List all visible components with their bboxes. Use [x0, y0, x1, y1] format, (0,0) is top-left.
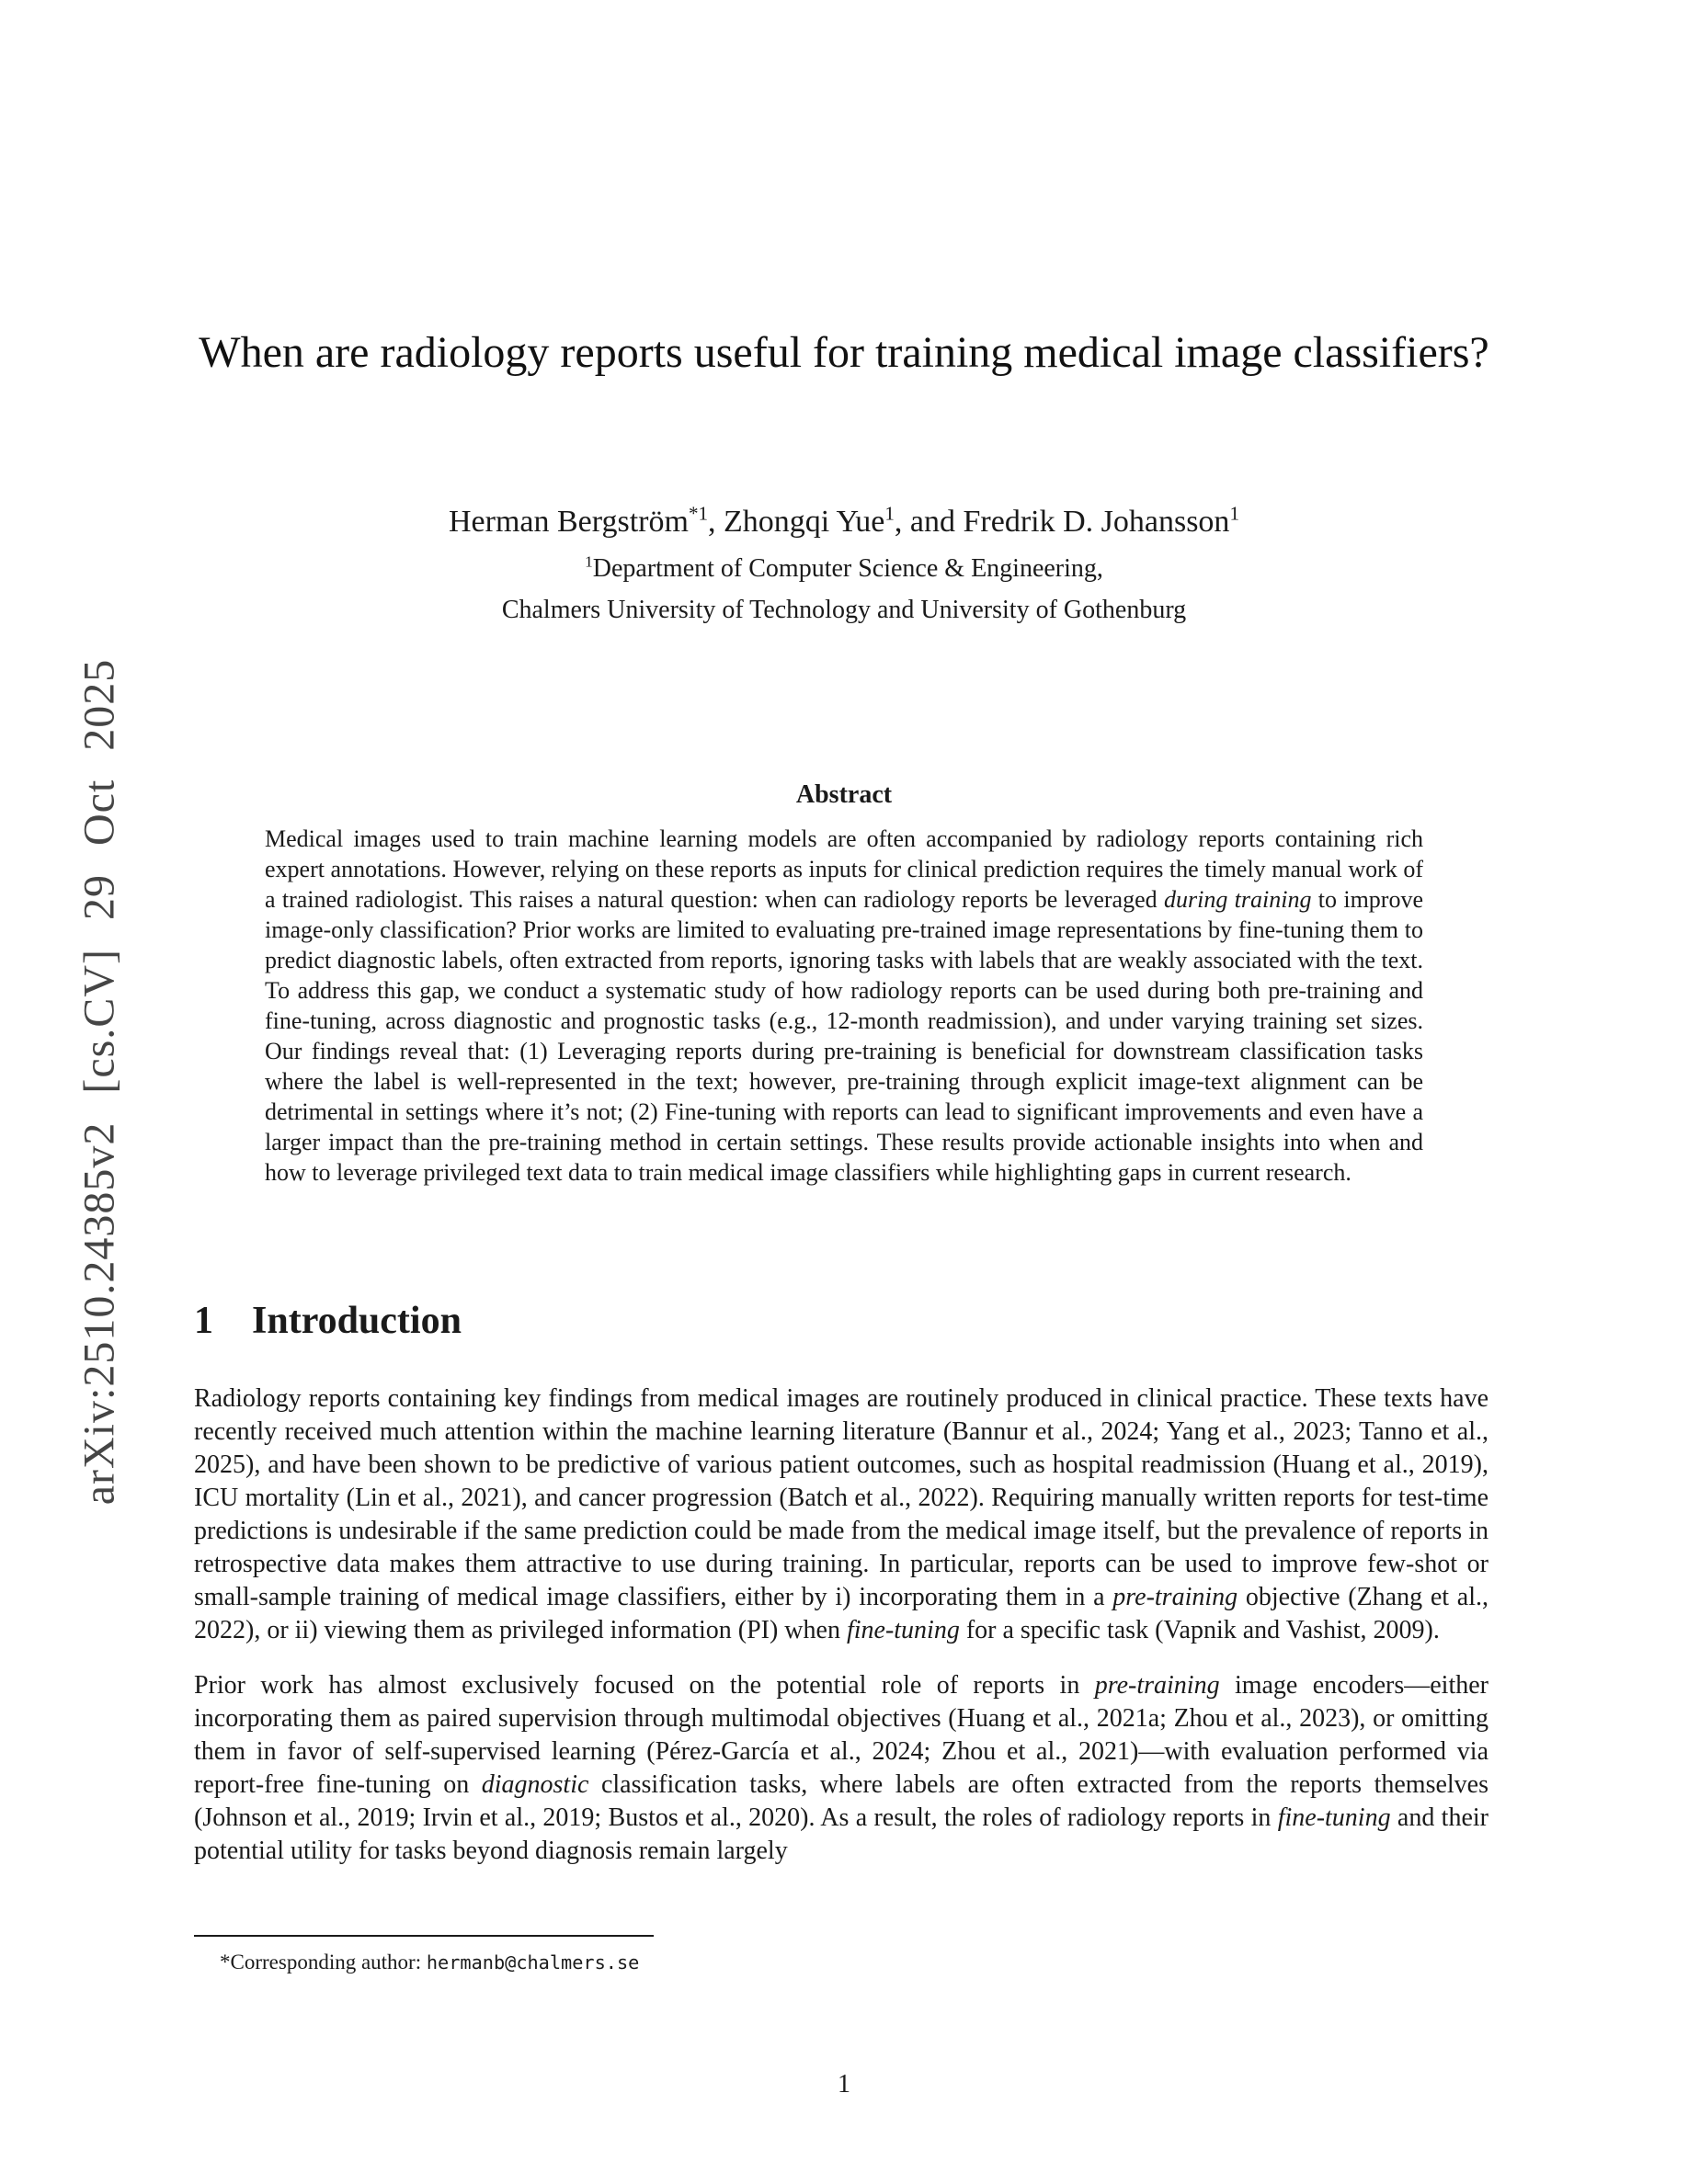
- section-title: Introduction: [252, 1300, 462, 1342]
- introduction-text: [194, 1382, 1488, 1890]
- page-number: 1: [838, 2070, 850, 2099]
- abstract-text: Medical images used to train machine learning models are often accompanied by radiology reports containing rich expert annotations. However, relying on these reports as inputs for clinical prediction requires the timely manual work of a trained radiologist. This raises a natural question: when can radiology reports be leveraged during training to improve image-only classification? Prior works are limited to evaluating pre-trained image representations by fine-tuning them to predict diagnostic labels, often extracted from reports, ignoring tasks with labels that are weakly associated with the text. To address this gap, we conduct a systematic study of how radiology reports can be used during both pre-training and fine-tuning, across diagnostic and prognostic tasks (e.g., 12-month readmission), and under varying training set sizes. Our findings reveal that: (1) Leveraging reports during pre-training is beneficial for downstream classification tasks where the label is well-represented in the text; however, pre-training through explicit image-text alignment can be detrimental in settings where it’s not; (2) Fine-tuning with reports can lead to significant improvements and even have a larger impact than the pre-training method in certain settings. These results provide actionable insights into when and how to leverage privileged text data to train medical image classifiers while highlighting gaps in current research.: [265, 825, 1423, 1186]
- authors-line: Herman Bergström$^{*1}$, Zhongqi Yue$^1$, and Fredrik D. Johansson$^1$: [449, 502, 1239, 539]
- section-number: 1: [194, 1300, 213, 1342]
- section-heading-introduction: [194, 1299, 462, 1343]
- footnote-corresponding-author: *Corresponding author: hermanb@chalmers.se: [220, 1951, 640, 1974]
- paragraph: Prior work has almost exclusively focused on the potential role of reports in pre-training image encoders—either incorporating them as paired supervision through multimodal objectives (Huang et al., 2021a; Zhou et al., 2023), or omitting them in favor of self-supervised learning (Pérez-García et al., 2024; Zhou et al., 2021)—with evaluation performed via report-free fine-tuning on diagnostic classification tasks, where labels are often extracted from the reports themselves (Johnson et al., 2019; Irvin et al., 2019; Bustos et al., 2020). As a result, the roles of radiology reports in fine-tuning and their potential utility for tasks beyond diagnosis remain largely: [194, 1671, 1488, 1865]
- affiliation-line-2: Chalmers University of Technology and University of Gothenburg: [501, 596, 1187, 624]
- footnote-rule: [194, 1935, 654, 1937]
- affiliation-line-1: $^1$Department of Computer Science & Engineering,: [585, 552, 1103, 583]
- paragraph: Radiology reports containing key findings from medical images are routinely produced in clinical practice. These texts have recently received much attention within the machine learning literature (Bannur et al., 2024; Yang et al., 2023; Tanno et al., 2025), and have been shown to be predictive of various patient outcomes, such as hospital readmission (Huang et al., 2019), ICU mortality (Lin et al., 2021), and cancer progression (Batch et al., 2022). Requiring manually written reports for test-time predictions is undesirable if the same prediction could be made from the medical image itself, but the prevalence of reports in retrospective data makes them attractive to use during training. In particular, reports can be used to improve few-shot or small-sample training of medical image classifiers, either by i) incorporating them in a pre-training objective (Zhang et al., 2022), or ii) viewing them as privileged information (PI) when fine-tuning for a specific task (Vapnik and Vashist, 2009).: [194, 1384, 1488, 1644]
- arxiv-stamp: arXiv:2510.24385v2 [cs.CV] 29 Oct 2025: [74, 658, 124, 1506]
- abstract-heading: Abstract: [795, 780, 893, 809]
- paper-title: When are radiology reports useful for training medical image classifiers?: [199, 328, 1489, 377]
